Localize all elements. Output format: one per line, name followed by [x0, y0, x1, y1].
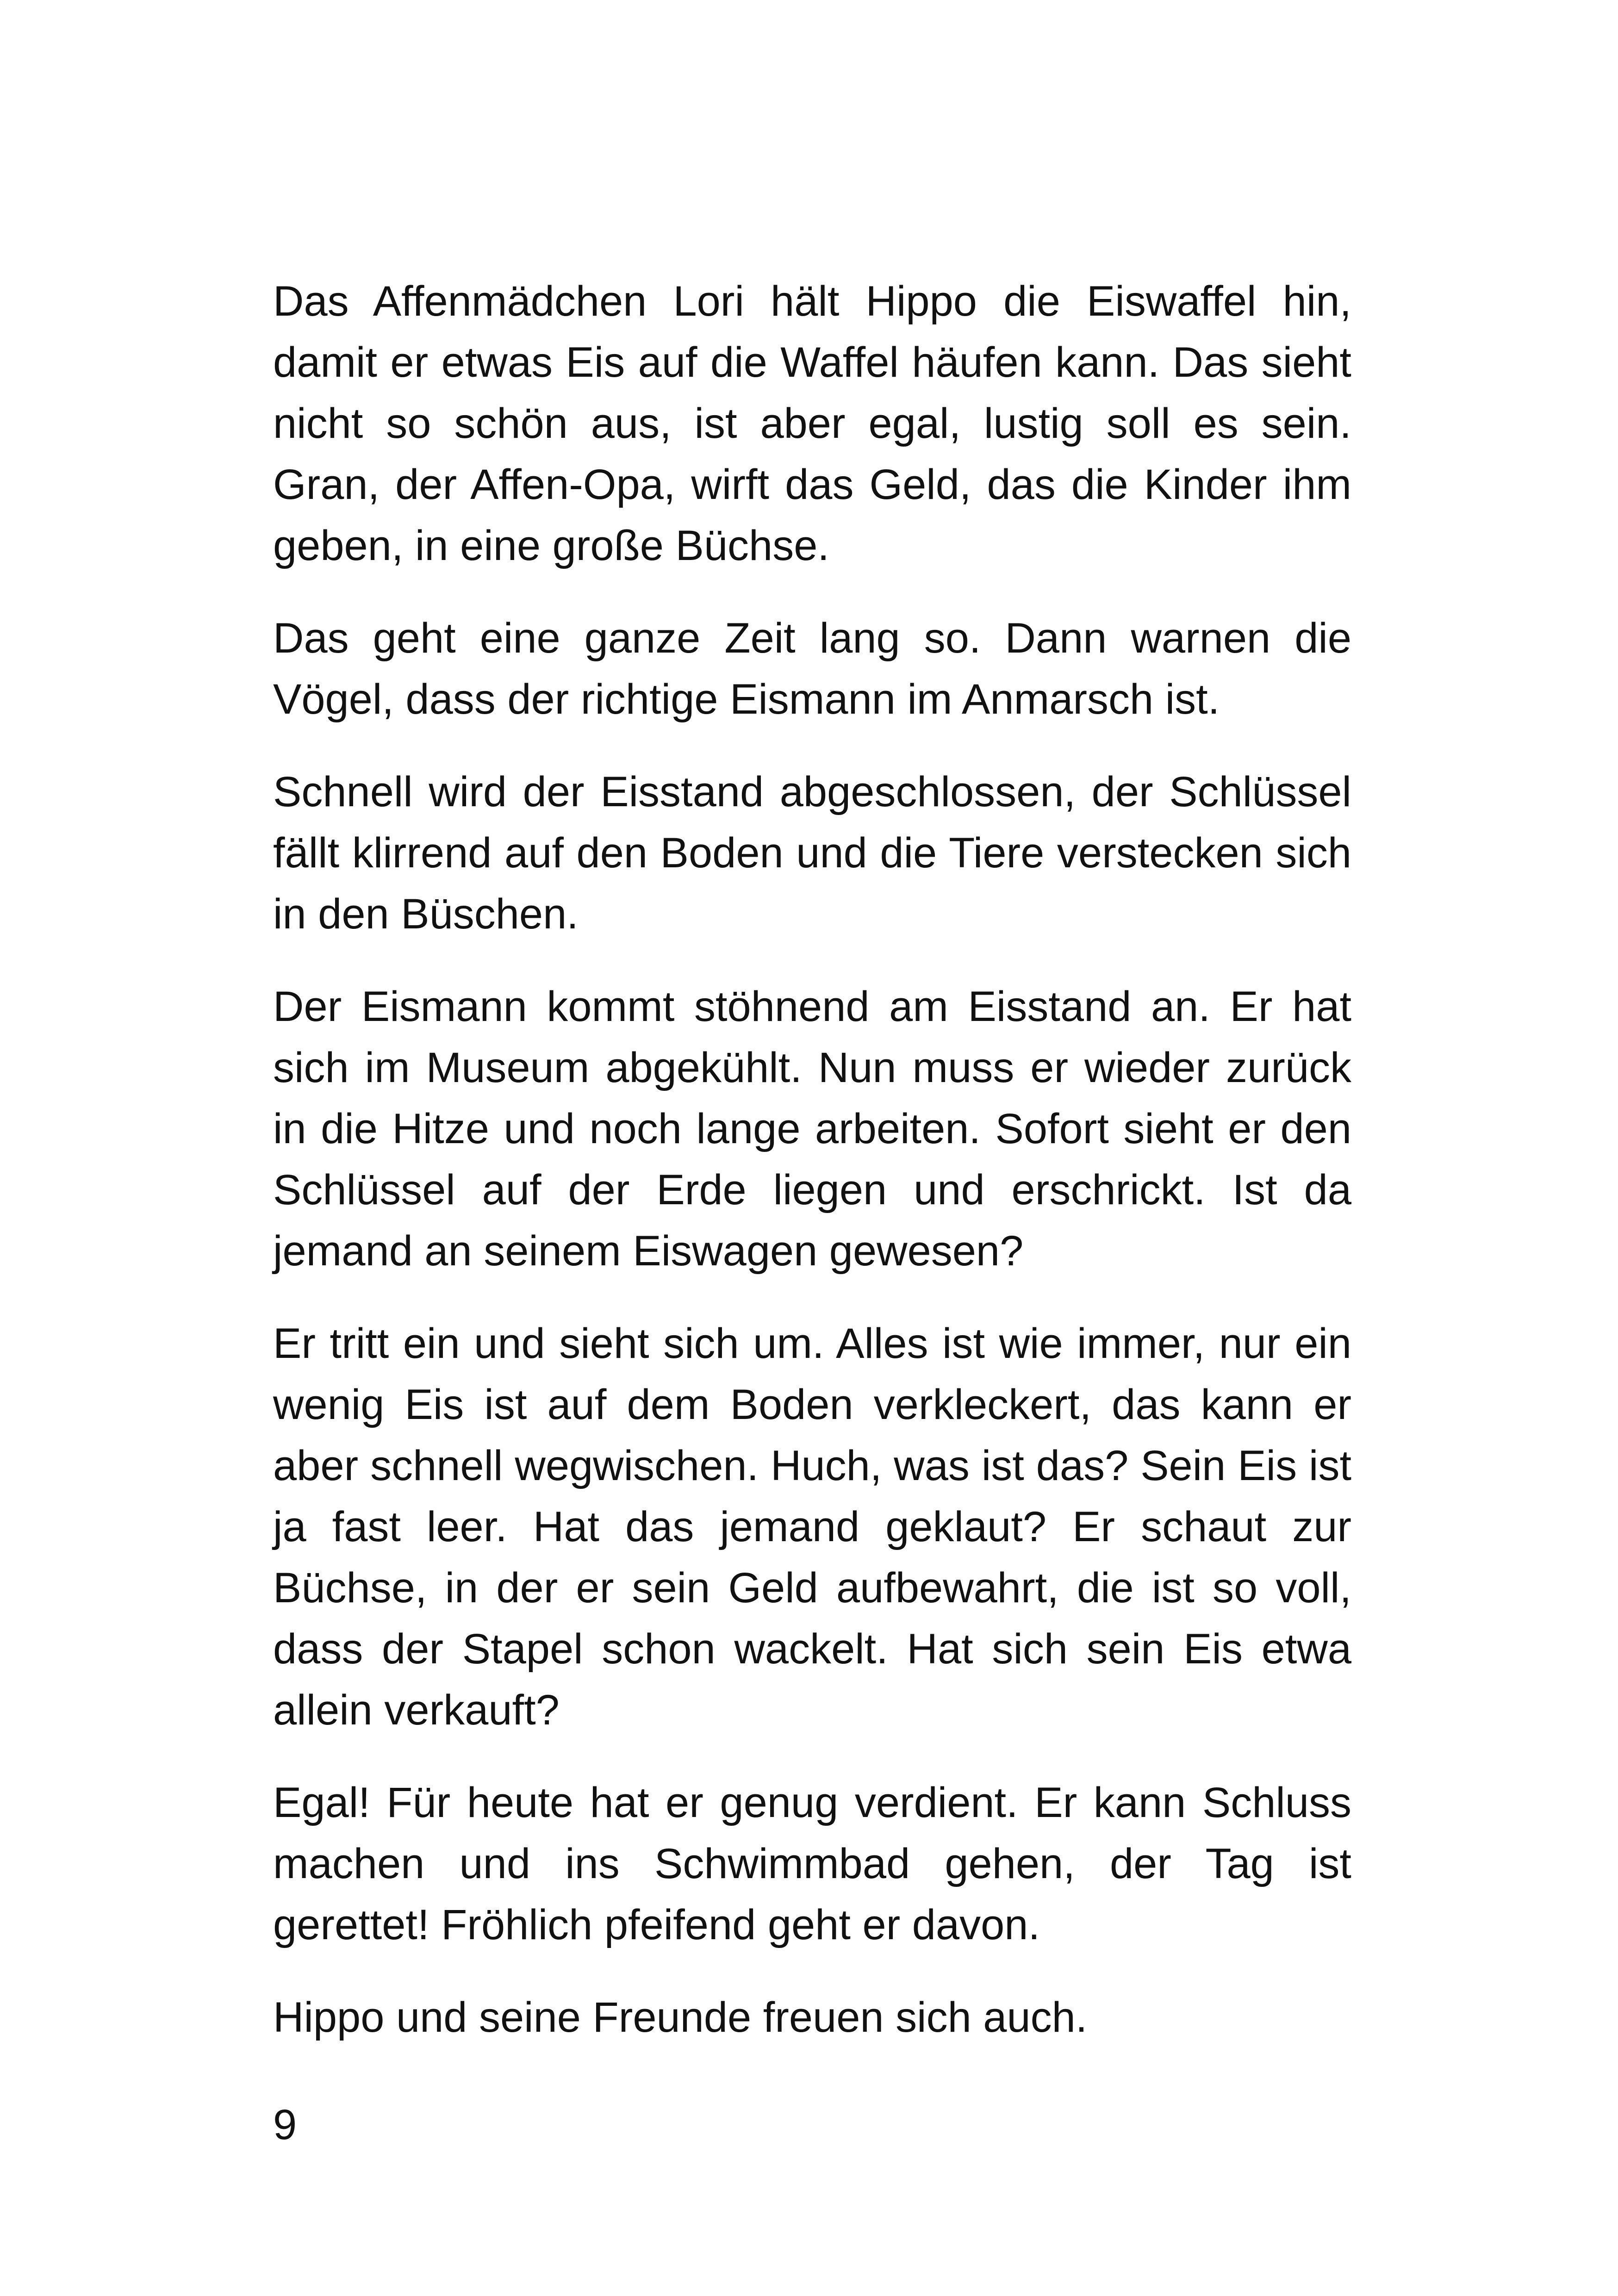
paragraph: Hippo und seine Freunde freuen sich auch.	[273, 1994, 1088, 2041]
paragraph: Schnell wird der Eisstand abgeschlossen, der Schlüssel fällt klirrend auf den Boden und die Tiere verstecken sich in den Büschen.	[273, 768, 1351, 938]
paragraph: Der Eismann kommt stöhnend am Eisstand an. Er hat sich im Museum abgekühlt. Nun muss er wieder zurück in die Hitze und noch lange arbeiten. Sofort sieht er den Schlüssel auf der Erde liegen und erschrickt. Ist da jemand an seinem Eiswagen gewesen?	[273, 983, 1351, 1275]
paragraph: Er tritt ein und sieht sich um. Alles ist wie immer, nur ein wenig Eis ist auf dem Boden verkleckert, das kann er aber schnell wegwischen. Huch, was ist das? Sein Eis ist ja fast leer. Hat das jemand geklaut? Er schaut zur Büchse, in der er sein Geld aufbewahrt, die ist so voll, dass der Stapel schon wackelt. Hat sich sein Eis etwa allein verkauft?	[273, 1320, 1351, 1734]
story-text	[273, 271, 1351, 2048]
page-number: 9	[273, 2101, 297, 2148]
paragraph: Egal! Für heute hat er genug verdient. Er kann Schluss machen und ins Schwimmbad gehen, der Tag ist gerettet! Fröhlich pfeifend geht er davon.	[273, 1779, 1351, 1948]
paragraph: Das Affenmädchen Lori hält Hippo die Eiswaffel hin, damit er etwas Eis auf die Waffel häufen kann. Das sieht nicht so schön aus, ist aber egal, lustig soll es sein. Gran, der Affen-Opa, wirft das Geld, das die Kinder ihm geben, in eine große Büchse.	[273, 278, 1351, 569]
paragraph: Das geht eine ganze Zeit lang so. Dann warnen die Vögel, dass der richtige Eismann im Anmarsch ist.	[273, 615, 1351, 723]
